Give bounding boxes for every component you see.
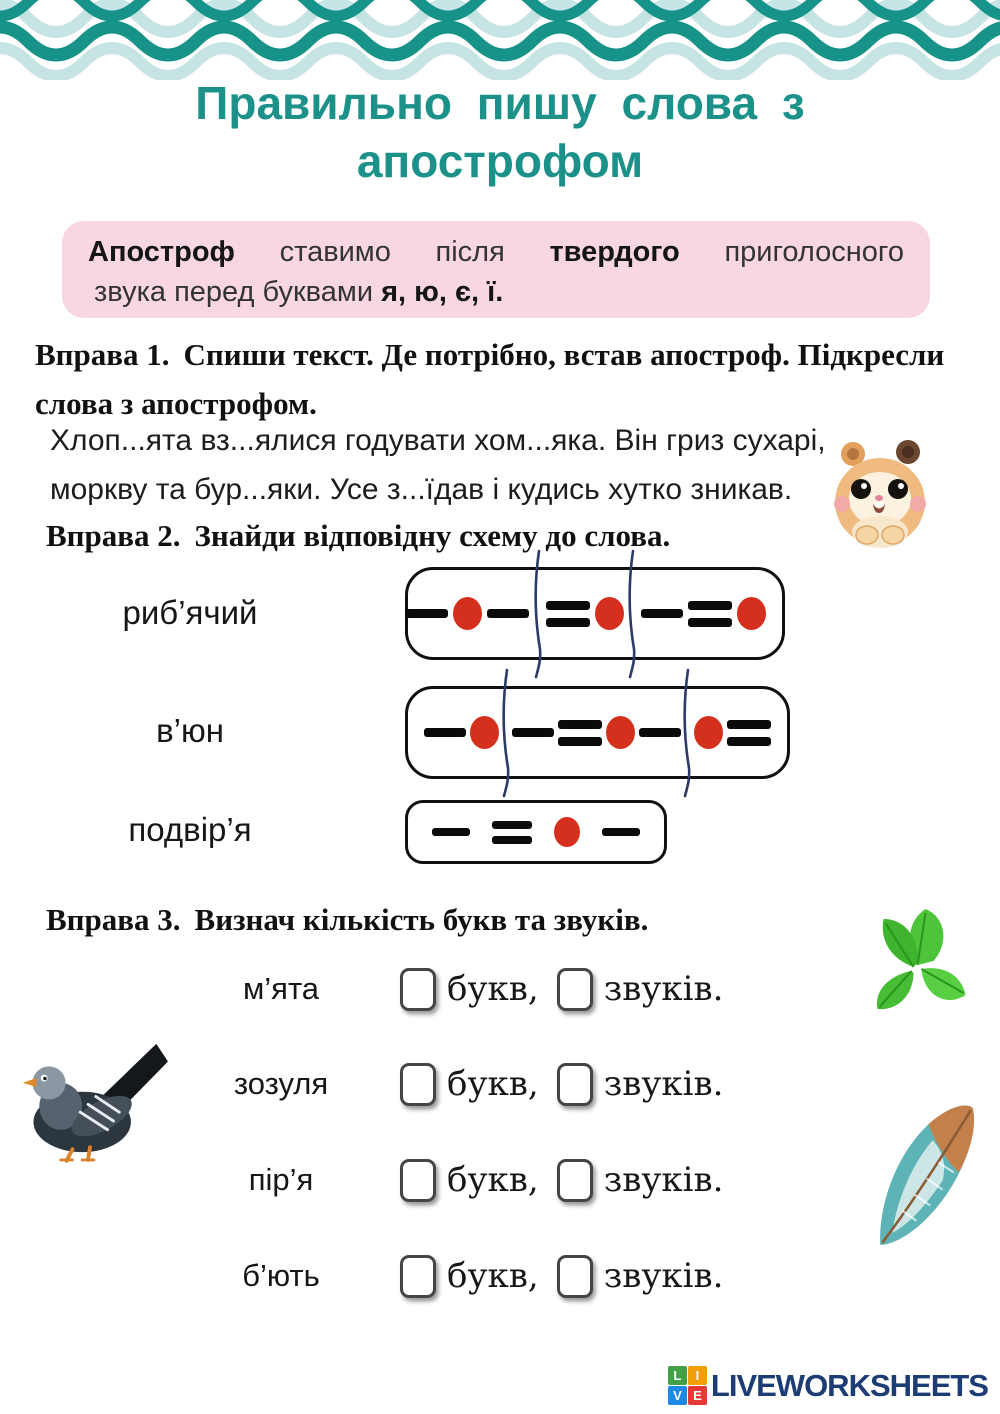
logo-cell-l: L [668,1366,687,1385]
exercise2-label: Вправа 2. [46,518,181,553]
page-title [0,74,1000,190]
logo-cell-v: V [668,1386,687,1405]
scheme-symbol-equals [546,601,590,627]
rule-line-2 [88,272,904,312]
letters-label: букв, [447,1256,539,1296]
letters-count-box[interactable] [400,1159,436,1202]
scheme-symbol-dash [432,828,470,836]
scheme-symbol-dash [487,609,529,618]
scheme-symbol-dash [639,728,681,737]
sounds-count-box[interactable] [557,968,593,1011]
exercise3-row [170,963,731,1015]
liveworksheets-footer [668,1366,988,1405]
letters-count-box[interactable] [400,968,436,1011]
exercise1-instruction: Спиши текст. Де потрібно, встав апостроф. Підкресли слова з апострофом. [35,337,945,421]
letters-label: букв, [447,1064,539,1104]
scheme-symbol-dot [453,597,482,630]
brand-name: LIVEWORKSHEETS [710,1367,988,1403]
exercise1-label: Вправа 1. [35,337,170,372]
scheme-symbol-equals [688,601,732,627]
exercise1-text-line2: моркву та бур...яки. Усе з...їдав і кудись хутко зникав. [50,473,793,506]
rule-text: приголосного [724,236,905,268]
sound-scheme-box-3[interactable] [405,800,667,864]
scheme-symbol-equals [492,821,532,844]
rule-text: ставимо після [279,236,505,268]
scheme-symbol-dot [694,716,723,749]
syllable-divider-mark [530,549,546,679]
exercise2-instruction: Знайди відповідну схему до слова. [194,518,671,553]
scheme-symbol-dot [470,716,499,749]
title-line-2: апострофом [356,135,644,187]
exercise1-text-line1: Хлоп...ята вз...ялися годувати хом...яка. Він гриз сухарі, [50,424,826,457]
exercise3-word: м’ята [242,971,320,1006]
sounds-label: звуків. [603,1160,724,1200]
letters-label: букв, [447,969,539,1009]
hamster-image [823,437,938,552]
sounds-count-box[interactable] [557,1063,593,1106]
sounds-label: звуків. [603,1064,724,1104]
mint-leaves-image [853,903,979,1021]
sound-scheme-box-2[interactable] [405,686,790,779]
rule-keyword-apostrophe: Апостроф [88,236,235,268]
exercise3-row [170,1058,731,1110]
scheme-symbol-dot [554,817,580,847]
exercise2-word: риб’ячий [122,594,258,631]
exercise3-label: Вправа 3. [46,902,181,937]
rule-box [62,221,930,318]
liveworksheets-logo-icon [668,1366,707,1405]
exercise3-word: зозуля [233,1066,329,1101]
exercise2-word: в’юн [156,712,224,749]
rule-line-1 [88,232,904,272]
scheme-symbol-dash [512,728,554,737]
scheme-symbol-equals [727,720,771,746]
scheme-symbol-dash [406,609,448,618]
exercise3-word: б’ють [242,1258,320,1293]
syllable-divider-mark [624,549,640,679]
title-line-1: Правильно пишу слова з [195,77,805,129]
rule-letters: я, ю, є, ї [381,276,496,308]
logo-cell-e: E [688,1386,707,1405]
exercise3-word: пір’я [248,1162,314,1197]
logo-cell-i: I [688,1366,707,1385]
pigeon-image [12,1036,168,1163]
rule-keyword-hard: твердого [549,236,680,268]
scheme-symbol-dot [595,597,624,630]
sounds-label: звуків. [603,969,724,1009]
syllable-divider-mark [679,668,695,798]
exercise3-row [170,1250,731,1302]
rule-period: . [495,276,504,308]
wave-decoration [0,0,1000,80]
exercise3-heading [46,895,648,944]
feather-image [862,1092,988,1258]
scheme-symbol-dot [606,716,635,749]
sounds-label: звуків. [603,1256,724,1296]
rule-text: звука перед буквами [94,276,374,308]
letters-label: букв, [447,1160,539,1200]
exercise1-heading [35,330,975,428]
scheme-symbol-dash [602,828,640,836]
scheme-symbol-dash [424,728,466,737]
sounds-count-box[interactable] [557,1159,593,1202]
exercise3-instruction: Визнач кількість букв та звуків. [194,902,649,937]
exercise1-text[interactable] [50,416,840,514]
letters-count-box[interactable] [400,1255,436,1298]
exercise3-row [170,1154,731,1206]
sounds-count-box[interactable] [557,1255,593,1298]
exercise2-heading [46,511,670,560]
scheme-symbol-equals [558,720,602,746]
scheme-symbol-dot [737,597,766,630]
scheme-symbol-dash [641,609,683,618]
exercise2-word: подвір’я [128,811,252,848]
letters-count-box[interactable] [400,1063,436,1106]
sound-scheme-box-1[interactable] [405,567,785,660]
syllable-divider-mark [498,668,514,798]
